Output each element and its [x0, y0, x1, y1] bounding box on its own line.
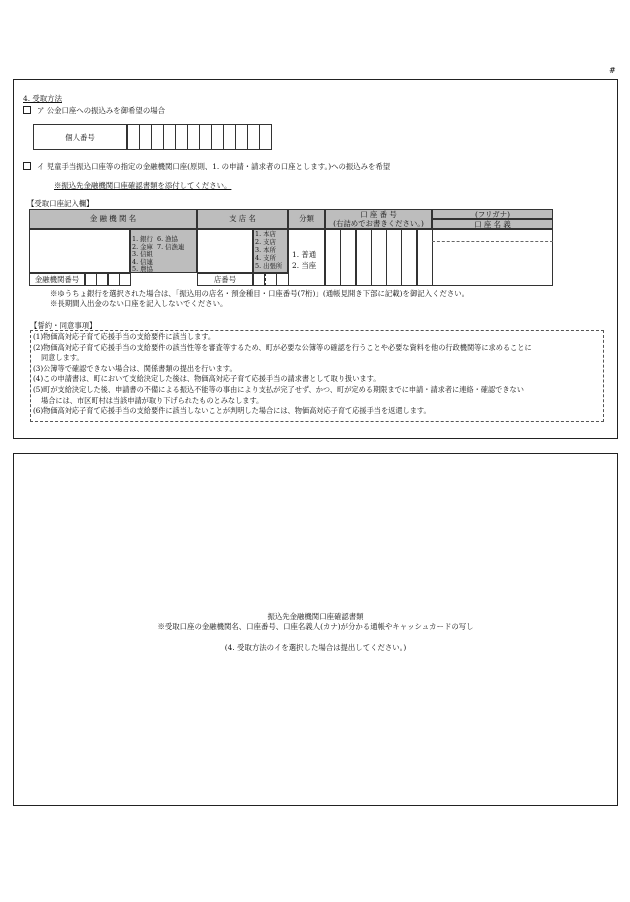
account-type-ordinary[interactable]: 1. 普通: [292, 250, 317, 259]
personal-number-digit-2[interactable]: [139, 124, 152, 150]
account-number-digit-3[interactable]: [356, 229, 372, 286]
branch-type-2[interactable]: 2. 支店: [255, 238, 276, 246]
branch-code-label: 店番号: [213, 275, 237, 284]
bank-name-input[interactable]: [29, 229, 130, 273]
section-title: 4. 受取方法: [23, 94, 62, 103]
option-b-checkbox[interactable]: [23, 162, 31, 170]
bank-type-5[interactable]: 5. 農協: [132, 265, 153, 274]
option-a-checkbox[interactable]: [23, 106, 31, 114]
personal-number-digit-12[interactable]: [259, 124, 272, 150]
branch-code-digit-1[interactable]: [253, 273, 265, 286]
header-name-label: 口 座 名 義: [474, 220, 511, 229]
bank-code-digit-1[interactable]: [85, 273, 97, 286]
bank-type-list: [132, 236, 184, 274]
option-a-row[interactable]: [23, 106, 165, 115]
branch-code-digit-3[interactable]: [276, 273, 288, 286]
account-type-current[interactable]: 2. 当座: [292, 261, 317, 270]
bank-type-1[interactable]: 1. 銀行: [132, 235, 153, 243]
pledge-item-6: (6)物価高対応子育て応援手当の支給要件に該当しないことが判明した場合には、物価高対応子育て応援手当を返還します。: [33, 406, 431, 416]
personal-number-digit-1[interactable]: [127, 124, 140, 150]
branch-type-list: [255, 230, 282, 270]
personal-number-digit-7[interactable]: [199, 124, 212, 150]
option-b-label: イ 児童手当振込口座等の指定の金融機関口座(原則、1. の申請・請求者の口座とします。)への振込みを希望: [37, 162, 391, 171]
pledge-item-2: (2)物価高対応子育て応援手当の支給要件の該当性等を審査等するため、町が必要な公簿等の確認を行うことや必要な資料を他の行政機関等に求めることに: [33, 342, 532, 352]
page-mark: #: [609, 66, 616, 75]
pledge-item-5-cont: 場合には、市区町村は当該申請が取り下げられたものとみなします。: [41, 395, 264, 405]
pledge-item-1: (1)物価高対応子育て応援手当の支給要件に該当します。: [33, 332, 216, 341]
attachment-line2: (4. 受取方法のイを選択した場合は提出してください。): [224, 643, 407, 652]
account-name-input[interactable]: [432, 229, 553, 286]
personal-number-digit-9[interactable]: [223, 124, 236, 150]
personal-number-digit-4[interactable]: [163, 124, 176, 150]
yucho-note: ※ゆうちょ銀行を選択された場合は、「振込用の店名・預金種目・口座番号(7桁)」(通帳見開き下部に記載)を御記入ください。: [50, 289, 470, 298]
option-b-note: ※振込先金融機関口座確認書類を添付してください。: [54, 181, 232, 190]
account-type-list: [292, 249, 316, 271]
branch-type-3[interactable]: 3. 本所: [255, 246, 276, 254]
personal-number-digit-3[interactable]: [151, 124, 164, 150]
option-a-label: ア 公金口座への振込みを御希望の場合: [37, 106, 165, 115]
header-branch-label: 支 店 名: [229, 214, 256, 223]
personal-number-digit-5[interactable]: [175, 124, 188, 150]
bank-type-6[interactable]: 6. 漁協: [157, 235, 178, 243]
header-type-label: 分類: [299, 214, 314, 223]
bank-type-7[interactable]: 7. 信漁連: [157, 242, 185, 251]
attachment-title: 振込先金融機関口座確認書類: [267, 612, 364, 621]
branch-name-input[interactable]: [197, 229, 253, 273]
account-number-digit-1[interactable]: [325, 229, 341, 286]
branch-type-5[interactable]: 5. 出張所: [255, 262, 283, 270]
bank-code-digit-3[interactable]: [108, 273, 120, 286]
branch-type-4[interactable]: 4. 支所: [255, 254, 276, 262]
pledge-list: [33, 332, 532, 417]
header-number-label: 口 座 番 号: [360, 210, 397, 219]
pledge-item-4: (4)この申請書は、町において支給決定した後は、物価高対応子育て応援手当の請求書として取り扱います。: [33, 374, 381, 384]
bank-type-3[interactable]: 3. 信組: [132, 250, 153, 259]
account-number-digit-4[interactable]: [371, 229, 387, 286]
header-bank-label: 金 融 機 関 名: [89, 214, 137, 223]
account-number-digit-7[interactable]: [417, 229, 433, 286]
pledge-title: 【誓約・同意事項】: [30, 321, 97, 330]
bank-code-digit-2[interactable]: [96, 273, 108, 286]
personal-number-label: 個人番号: [65, 133, 95, 142]
personal-number-digit-8[interactable]: [211, 124, 224, 150]
kana-divider: [432, 241, 553, 242]
attachment-line1: ※受取口座の金融機関名、口座番号、口座名義人(カナ)が分かる通帳やキャッシュカードの写し: [157, 622, 474, 631]
bank-code-label: 金融機関番号: [34, 275, 80, 284]
bank-type-2[interactable]: 2. 金庫: [132, 242, 153, 251]
header-number-sub: (右詰めでお書きください。): [333, 219, 424, 228]
header-kana-label: (フリガナ): [475, 210, 510, 219]
bank-type-4[interactable]: 4. 信連: [132, 257, 153, 266]
bank-code-digit-4[interactable]: [119, 273, 131, 286]
personal-number-digit-10[interactable]: [235, 124, 248, 150]
pledge-item-5: (5)町が支給決定した後、申請書の不備による振込不能等の事由により支払が完了せず、かつ、町が定める期限までに申請・請求者に連絡・確認できない: [33, 384, 524, 394]
pledge-item-3: (3)公簿等で確認できない場合は、関係書類の提出を行います。: [33, 363, 237, 373]
account-table-title: 【受取口座記入欄】: [27, 199, 94, 208]
personal-number-digit-6[interactable]: [187, 124, 200, 150]
account-number-digit-5[interactable]: [386, 229, 402, 286]
pledge-item-2-cont: 同意します。: [41, 353, 84, 363]
dormant-note: ※長期間入出金のない口座を記入しないでください。: [50, 299, 228, 308]
account-number-digit-6[interactable]: [401, 229, 417, 286]
branch-type-1[interactable]: 1. 本店: [255, 230, 276, 238]
option-b-row[interactable]: [23, 162, 390, 171]
account-number-digit-2[interactable]: [340, 229, 356, 286]
personal-number-digit-11[interactable]: [247, 124, 260, 150]
branch-code-digit-2[interactable]: [265, 273, 277, 286]
